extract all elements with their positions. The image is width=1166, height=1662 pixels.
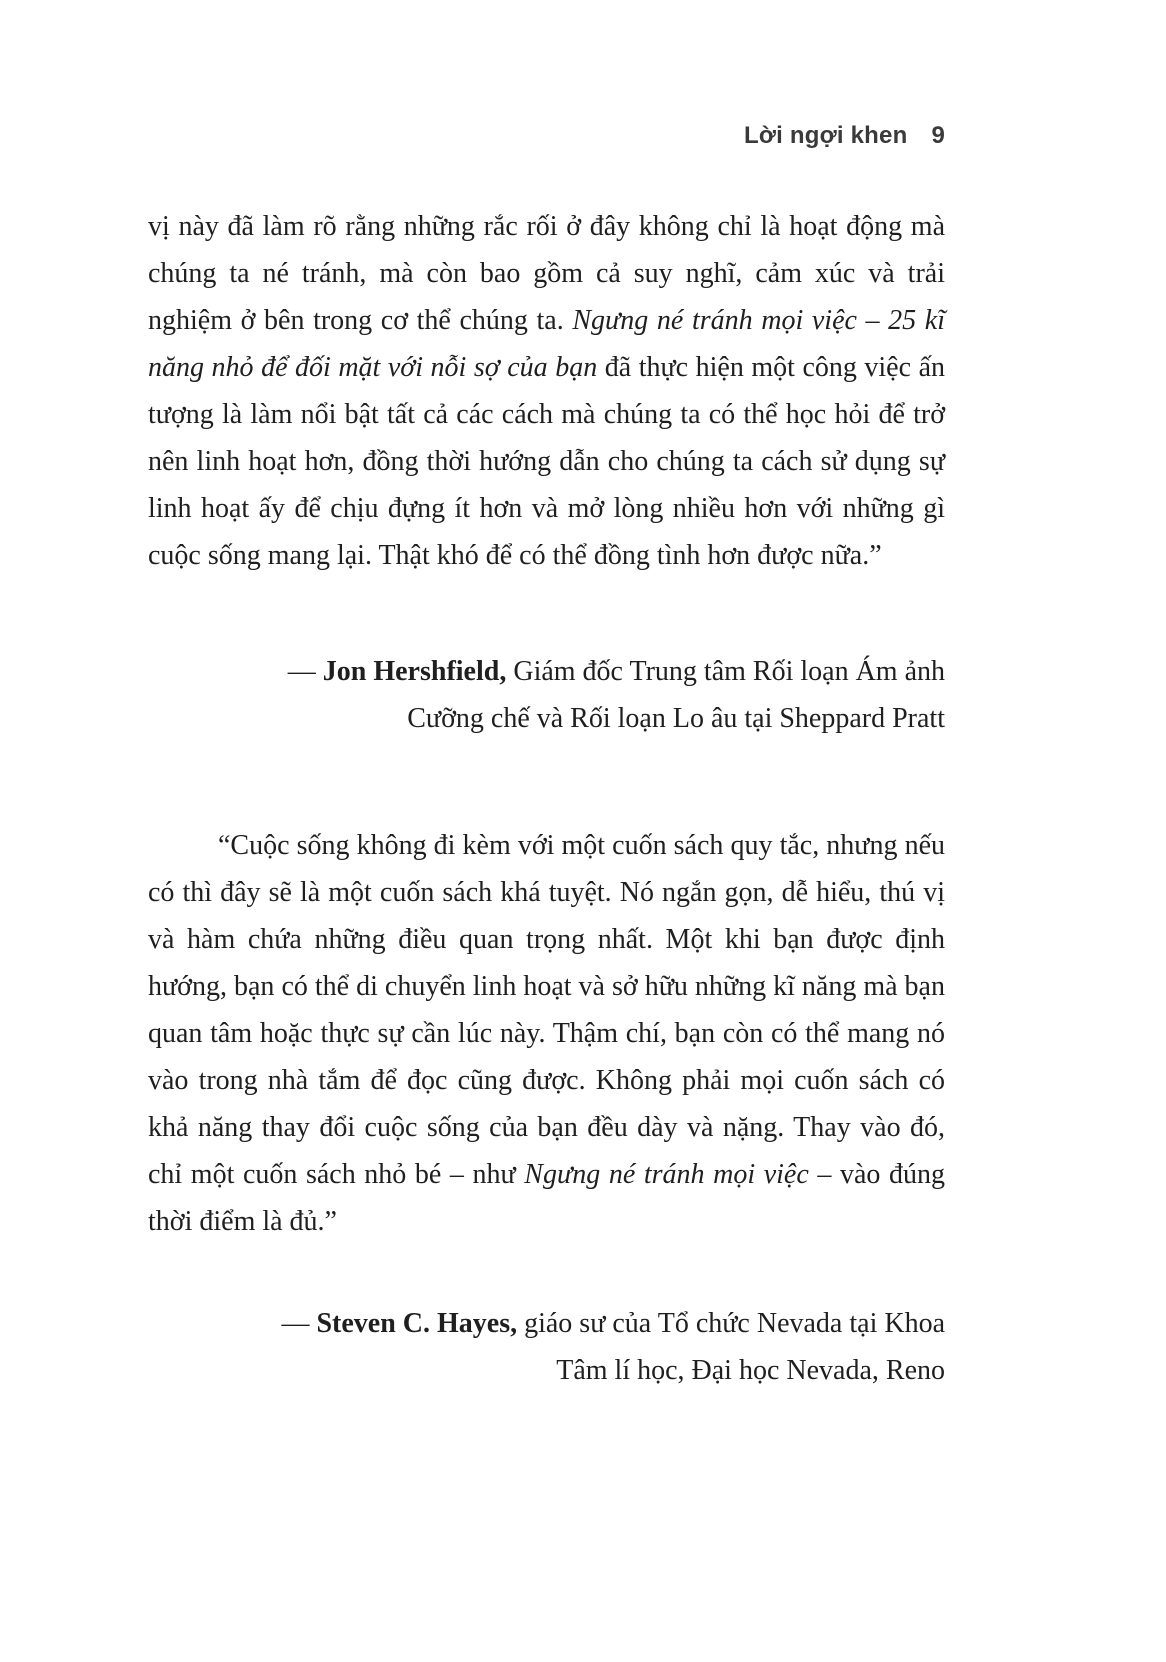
page-number: 9 [931,122,945,149]
attribution-2 [148,1300,945,1394]
attribution-1-dash: — [287,656,323,687]
book-title-italic: Ngưng né tránh mọi việc – 25 kĩ năng nhỏ để đối mặt với nỗi sợ của bạn [148,305,945,383]
paragraph-2-text-after: – vào đúng thời điểm là đủ.” [148,1159,945,1237]
praise-paragraph-2 [148,822,945,1245]
section-title: Lời ngợi khen [744,122,908,149]
page-header [148,122,945,150]
reviewer-1-name: Jon Hershfield, [322,656,507,687]
attribution-1 [148,648,945,742]
reviewer-1-role: Giám đốc Trung tâm Rối loạn Ám ảnh Cưỡng chế và Rối loạn Lo âu tại Sheppard Pratt [407,656,945,734]
praise-paragraph-1 [148,203,945,579]
reviewer-2-role: giáo sư của Tổ chức Nevada tại Khoa Tâm lí học, Đại học Nevada, Reno [517,1308,945,1386]
paragraph-1-text-before: vị này đã làm rõ rằng những rắc rối ở đây không chỉ là hoạt động mà chúng ta né tránh, mà còn bao gồm cả suy nghĩ, cảm xúc và trải nghiệm ở bên trong cơ thể chúng ta. [148,211,945,336]
paragraph-2-text-before: “Cuộc sống không đi kèm với một cuốn sách quy tắc, nhưng nếu có thì đây sẽ là một cuốn sách khá tuyệt. Nó ngắn gọn, dễ hiểu, thú vị và hàm chứa những điều quan trọng nhất. Một khi bạn được định hướng, bạn có thể di chuyển linh hoạt và sở hữu những kĩ năng mà bạn quan tâm hoặc thực sự cần lúc này. Thậm chí, bạn còn có thể mang nó vào trong nhà tắm để đọc cũng được. Không phải mọi cuốn sách có khả năng thay đổi cuộc sống của bạn đều dày và nặng. Thay vào đó, chỉ một cuốn sách nhỏ bé – như [148,830,945,1190]
book-title-italic: Ngưng né tránh mọi việc [524,1159,809,1190]
paragraph-1-text-after: đã thực hiện một công việc ấn tượng là làm nổi bật tất cả các cách mà chúng ta có thể học hỏi để trở nên linh hoạt hơn, đồng thời hướng dẫn cho chúng ta cách sử dụng sự linh hoạt ấy để chịu đựng ít hơn và mở lòng nhiều hơn với những gì cuộc sống mang lại. Thật khó để có thể đồng tình hơn được nữa.” [148,352,945,571]
reviewer-2-name: Steven C. Hayes, [316,1308,518,1339]
attribution-2-dash: — [281,1308,317,1339]
